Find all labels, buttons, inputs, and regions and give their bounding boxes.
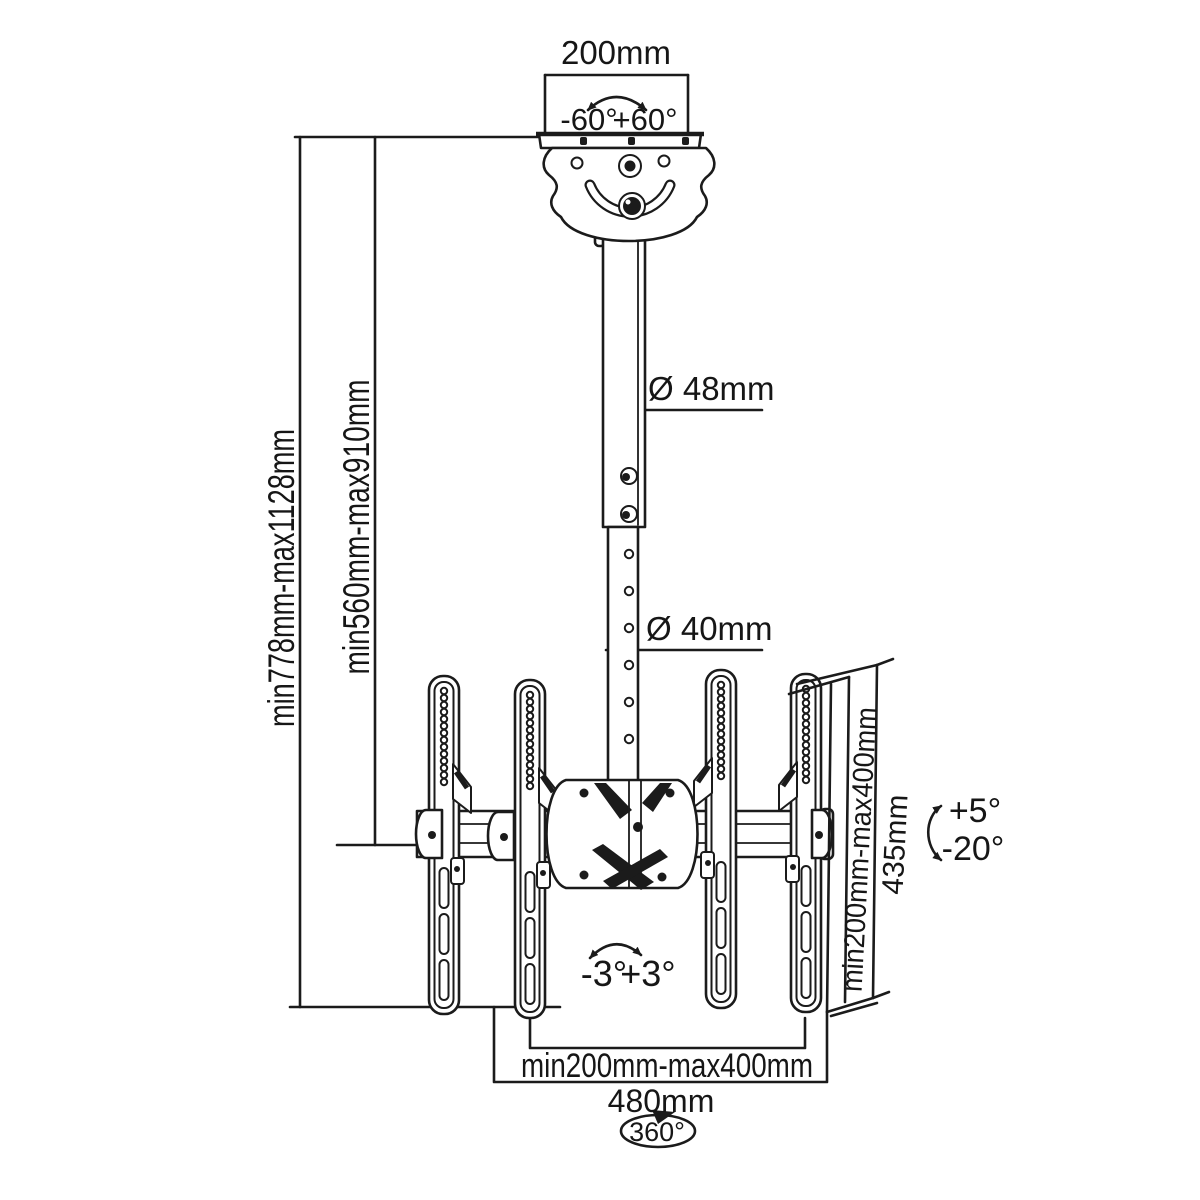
fine-swivel-left-label: -3° [580, 953, 628, 994]
arm-hole-chain [803, 686, 809, 783]
arm-clamp-bolt [540, 870, 546, 876]
swivel-right-label: +60° [612, 102, 678, 137]
tilt-arc-arrow [928, 806, 941, 860]
fine-swivel-right-label: +3° [620, 953, 676, 994]
top-width-label: 200mm [560, 34, 672, 71]
swivel-bolt-highlight [626, 200, 631, 205]
arm-clamp-bolt [705, 860, 711, 866]
vesa-width-dim [530, 1016, 805, 1048]
plate-screw-2 [628, 137, 635, 145]
arm-hole-chain [718, 682, 724, 779]
arm-slots [526, 872, 535, 1004]
outer-tube-bolt-2-center [622, 511, 630, 519]
drum-bolt-1 [580, 789, 589, 798]
arm-slots [717, 862, 726, 994]
outer-tube-bolt-1-center [622, 473, 630, 481]
plate-screw-3 [682, 137, 689, 145]
arm-clamp-bolt [454, 866, 460, 872]
tilt-up-label: +5° [948, 792, 1002, 830]
left-spacer-1-bolt [428, 831, 436, 839]
left-spacer-2-bolt [500, 833, 508, 841]
plate-screw-1 [580, 137, 587, 145]
drum-bolt-3 [580, 871, 589, 880]
lower-tube-diameter-label: Ø 40mm [646, 610, 773, 647]
tilt-down-label: -20° [941, 830, 1005, 868]
swivel-left-label: -60° [560, 102, 618, 137]
bracket-hub-bolt [625, 161, 636, 172]
upper-tube-diameter-label: Ø 48mm [648, 370, 775, 407]
overall-height-label: min778mm-max1128mm [261, 320, 302, 727]
inner-tube [608, 527, 638, 782]
arm-slots [802, 866, 811, 998]
panel-bottom-edges [827, 998, 877, 1016]
arm-slots [440, 868, 449, 1000]
vesa-height-label: min200mm-max400mm [836, 686, 885, 993]
drum-bolt-2 [666, 789, 675, 798]
crossbar-width-label: 480mm [607, 1083, 715, 1119]
arm-hole-chain [527, 692, 533, 789]
telescopic-pole [595, 228, 645, 782]
vesa-width-label: min200mm-max400mm [521, 1047, 813, 1085]
swivel-bolt [623, 197, 641, 215]
bracket-hole-left [572, 158, 583, 169]
pole-height-label: min560mm-max910mm [336, 285, 377, 675]
arm-hole-chain [441, 688, 447, 785]
drum-pivot-bolt [633, 822, 643, 832]
bracket-height-label: 435mm [876, 793, 915, 896]
arm-clamp-bolt [790, 864, 796, 870]
rotation-label: 360° [629, 1117, 685, 1147]
right-spacer-bolt [815, 831, 823, 839]
bracket-hole-right [659, 156, 670, 167]
ceiling-bracket [536, 134, 714, 241]
center-drum [547, 780, 698, 890]
drum-bolt-4 [658, 873, 667, 882]
